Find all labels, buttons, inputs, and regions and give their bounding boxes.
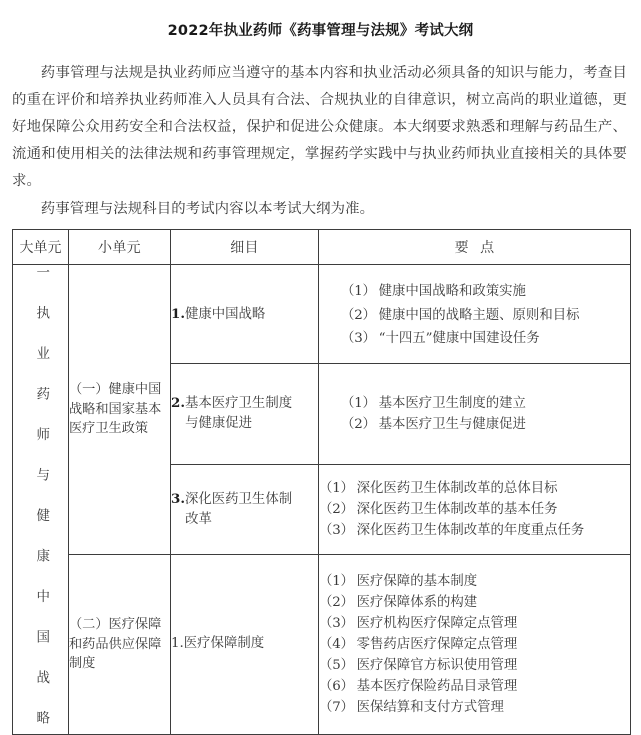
column-header-point-left: 要 — [454, 240, 469, 257]
column-header-unit: 大单元 — [13, 230, 69, 265]
list-item — [319, 676, 630, 697]
detail-number: 2. — [171, 395, 185, 412]
point-text: 医保结算和支付方式管理 — [356, 699, 504, 715]
point-list — [319, 571, 630, 718]
point-text: “十四五”健康中国建设任务 — [378, 330, 540, 346]
table-row — [13, 265, 631, 364]
point-cell — [319, 265, 631, 364]
point-marker: （2） — [319, 501, 354, 517]
column-header-point-right: 点 — [480, 240, 495, 257]
point-list — [341, 393, 630, 435]
sub-unit-label-line: 医疗卫生政策 — [69, 421, 149, 437]
point-text: 健康中国战略和政策实施 — [378, 283, 526, 299]
point-marker: （5） — [319, 657, 354, 673]
list-item — [319, 613, 630, 634]
detail-cell — [171, 363, 319, 464]
column-header-point — [319, 230, 631, 265]
sub-unit-label-line: 制度 — [69, 656, 96, 672]
outline-table-container — [0, 224, 641, 735]
point-text: 健康中国的战略主题、原则和目标 — [378, 307, 580, 323]
point-marker: （3） — [341, 330, 376, 346]
detail-text: 改革 — [185, 511, 212, 527]
intro-paragraph-1: 药事管理与法规是执业药师应当遵守的基本内容和执业活动必须具备的知识与能力，考查目的重在评价和培养执业药师准入人员具有合法、合规执业的自律意识，树立高尚的职业道德，更好地保障公众用药安全和合法权益，保护和促进公众健康。本大纲要求熟悉和理解与药品生产、流通和使用相关的法律法规和药事管理规定，掌握药学实践中与执业药师执业直接相关的具体要求。 — [12, 65, 627, 190]
detail-text: 基本医疗卫生制度 — [184, 396, 293, 412]
sub-unit-cell — [69, 265, 171, 555]
unit-label-vertical: 一 执 业 药 师 与 健 康 中 国 战 略 — [33, 265, 50, 730]
sub-unit-label-line: 和药品供应保障 — [69, 636, 162, 652]
list-item — [319, 592, 630, 613]
point-marker: （1） — [319, 480, 354, 496]
sub-unit-label-line: （一）健康中国 — [69, 382, 162, 398]
page-title: 2022年执业药师《药事管理与法规》考试大纲 — [167, 22, 474, 39]
detail-cell — [171, 464, 319, 554]
point-text: 医疗机构医疗保障定点管理 — [356, 615, 518, 631]
detail-text: 深化医药卫生体制 — [184, 491, 293, 507]
point-marker: （1） — [319, 573, 354, 589]
unit-cell — [13, 265, 69, 735]
document-page — [0, 10, 641, 730]
point-marker: （3） — [319, 615, 354, 631]
table-row — [13, 555, 631, 735]
point-text: 基本医疗卫生制度的建立 — [378, 395, 526, 411]
list-item — [319, 499, 630, 520]
sub-unit-label-line: （二）医疗保障 — [69, 617, 162, 633]
list-item — [319, 571, 630, 592]
point-text: 深化医药卫生体制改革的总体目标 — [356, 480, 558, 496]
point-text: 深化医药卫生体制改革的基本任务 — [356, 501, 558, 517]
point-text: 基本医疗保险药品目录管理 — [356, 678, 518, 694]
intro-paragraph-2: 药事管理与法规科目的考试内容以本考试大纲为准。 — [40, 201, 375, 218]
point-text: 深化医药卫生体制改革的年度重点任务 — [356, 522, 585, 538]
column-header-sub-unit: 小单元 — [69, 230, 171, 265]
list-item — [341, 414, 630, 435]
point-cell — [319, 555, 631, 735]
detail-text: 健康中国战略 — [184, 306, 266, 322]
detail-number: 3. — [171, 490, 185, 507]
list-item — [341, 328, 630, 349]
detail-text: 医疗保障制度 — [183, 636, 265, 652]
list-item — [319, 634, 630, 655]
table-header — [13, 230, 631, 265]
point-list — [341, 280, 630, 349]
detail-cell — [171, 265, 319, 364]
column-header-detail: 细目 — [171, 230, 319, 265]
intro-section — [0, 60, 641, 223]
point-text: 基本医疗卫生与健康促进 — [378, 416, 526, 432]
list-item — [319, 655, 630, 676]
point-marker: （2） — [319, 594, 354, 610]
detail-number: 1. — [171, 305, 185, 322]
point-text: 医疗保障体系的构建 — [356, 594, 478, 610]
sub-unit-cell — [69, 555, 171, 735]
point-marker: （2） — [341, 416, 376, 432]
list-item — [319, 520, 630, 541]
point-marker: （3） — [319, 522, 354, 538]
list-item — [341, 304, 630, 328]
exam-outline-table — [12, 229, 631, 735]
detail-text: 与健康促进 — [185, 416, 253, 432]
point-marker: （1） — [341, 395, 376, 411]
point-text: 医疗保障官方标识使用管理 — [356, 657, 518, 673]
point-cell — [319, 464, 631, 554]
list-item — [319, 478, 630, 499]
point-text: 零售药店医疗保障定点管理 — [356, 636, 518, 652]
point-text: 医疗保障的基本制度 — [356, 573, 478, 589]
point-cell — [319, 363, 631, 464]
detail-number: 1. — [171, 636, 184, 652]
point-marker: （2） — [341, 307, 376, 323]
point-list — [319, 478, 630, 541]
table-body — [13, 265, 631, 735]
point-marker: （4） — [319, 636, 354, 652]
list-item — [341, 393, 630, 414]
point-marker: （1） — [341, 283, 376, 299]
sub-unit-label-line: 战略和国家基本 — [69, 401, 162, 417]
point-marker: （7） — [319, 699, 354, 715]
table-header-row — [13, 230, 631, 265]
point-marker: （6） — [319, 678, 354, 694]
list-item — [319, 697, 630, 718]
detail-cell — [171, 555, 319, 735]
list-item — [341, 280, 630, 304]
